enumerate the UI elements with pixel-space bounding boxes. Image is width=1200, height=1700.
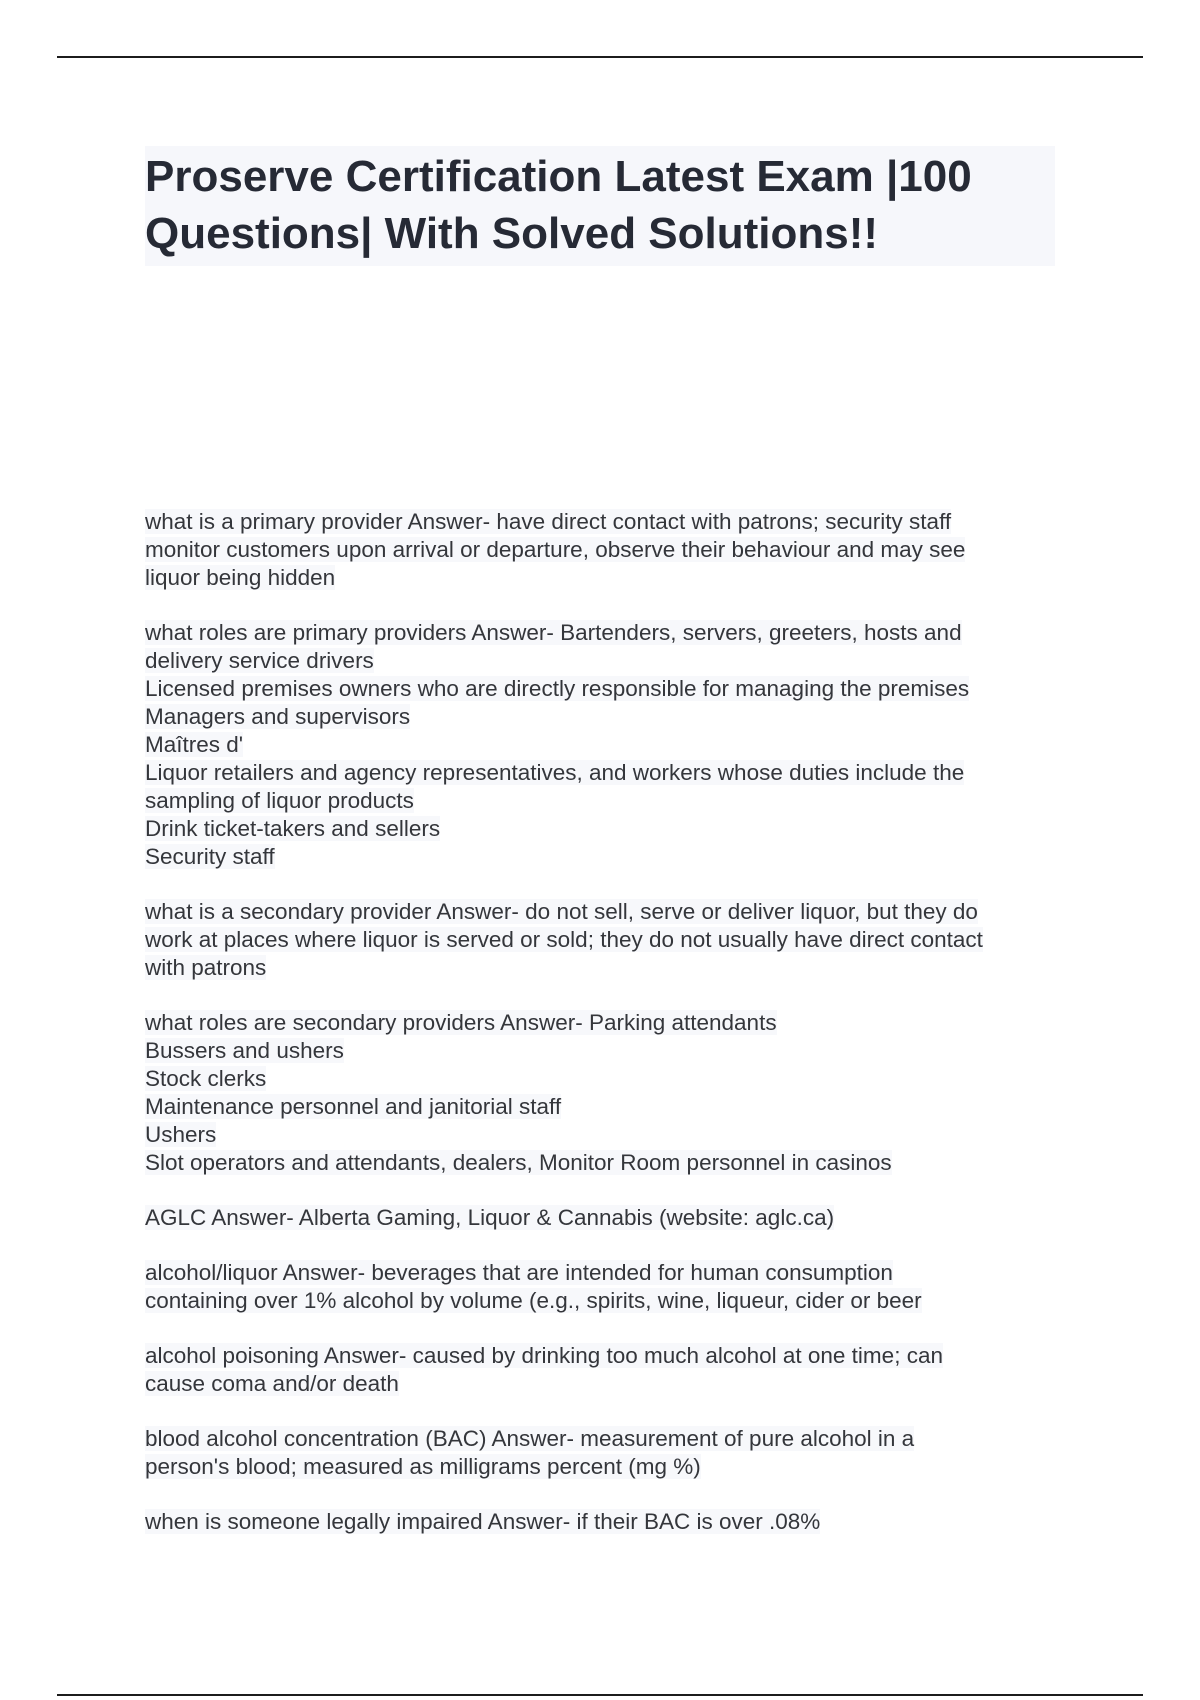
qa-line: AGLC Answer- Alberta Gaming, Liquor & Cannabis (website: aglc.ca) bbox=[145, 1205, 835, 1230]
qa-line: work at places where liquor is served or sold; they do not usually have direct contact bbox=[145, 927, 983, 952]
qa-line: Ushers bbox=[145, 1122, 217, 1147]
qa-line: alcohol/liquor Answer- beverages that are intended for human consumption bbox=[145, 1260, 893, 1285]
qa-entry-aglc bbox=[145, 1204, 1065, 1232]
qa-line: Slot operators and attendants, dealers, Monitor Room personnel in casinos bbox=[145, 1150, 892, 1175]
qa-line: delivery service drivers bbox=[145, 648, 374, 673]
qa-line: Bussers and ushers bbox=[145, 1038, 344, 1063]
qa-line: person's blood; measured as milligrams percent (mg %) bbox=[145, 1454, 701, 1479]
footer-rule bbox=[57, 1694, 1143, 1696]
qa-entry-alcohol-poisoning bbox=[145, 1342, 1065, 1398]
qa-entry-primary-provider bbox=[145, 508, 1065, 592]
qa-line: cause coma and/or death bbox=[145, 1371, 399, 1396]
qa-line: what roles are secondary providers Answer- Parking attendants bbox=[145, 1010, 777, 1035]
qa-line: Maîtres d' bbox=[145, 732, 244, 757]
qa-line: what is a primary provider Answer- have direct contact with patrons; security staff bbox=[145, 509, 952, 534]
qa-line: what roles are primary providers Answer- Bartenders, servers, greeters, hosts and bbox=[145, 620, 962, 645]
qa-line: containing over 1% alcohol by volume (e.g., spirits, wine, liqueur, cider or beer bbox=[145, 1288, 922, 1313]
title-line-1: Proserve Certification Latest Exam |100 bbox=[145, 152, 972, 201]
qa-entry-alcohol-liquor bbox=[145, 1259, 1065, 1315]
qa-line: Security staff bbox=[145, 844, 275, 869]
qa-line: Liquor retailers and agency representatives, and workers whose duties include the bbox=[145, 760, 965, 785]
qa-list bbox=[145, 508, 1065, 1563]
qa-line: monitor customers upon arrival or departure, observe their behaviour and may see bbox=[145, 537, 966, 562]
qa-line: blood alcohol concentration (BAC) Answer- measurement of pure alcohol in a bbox=[145, 1426, 915, 1451]
document-title bbox=[145, 146, 1055, 266]
qa-entry-primary-roles bbox=[145, 619, 1065, 871]
qa-line: alcohol poisoning Answer- caused by drinking too much alcohol at one time; can bbox=[145, 1343, 943, 1368]
qa-line: Licensed premises owners who are directly responsible for managing the premises bbox=[145, 676, 970, 701]
title-line-2: Questions| With Solved Solutions!! bbox=[145, 209, 879, 258]
qa-entry-legally-impaired bbox=[145, 1508, 1065, 1536]
qa-line: Drink ticket-takers and sellers bbox=[145, 816, 441, 841]
qa-line: what is a secondary provider Answer- do not sell, serve or deliver liquor, but they do bbox=[145, 899, 978, 924]
qa-line: liquor being hidden bbox=[145, 565, 336, 590]
qa-line: with patrons bbox=[145, 955, 267, 980]
qa-entry-secondary-provider bbox=[145, 898, 1065, 982]
qa-line: sampling of liquor products bbox=[145, 788, 414, 813]
qa-line: Managers and supervisors bbox=[145, 704, 411, 729]
header-rule bbox=[57, 56, 1143, 58]
qa-entry-secondary-roles bbox=[145, 1009, 1065, 1177]
qa-line: Stock clerks bbox=[145, 1066, 267, 1091]
qa-entry-bac bbox=[145, 1425, 1065, 1481]
qa-line: Maintenance personnel and janitorial staff bbox=[145, 1094, 562, 1119]
qa-line: when is someone legally impaired Answer- if their BAC is over .08% bbox=[145, 1509, 821, 1534]
